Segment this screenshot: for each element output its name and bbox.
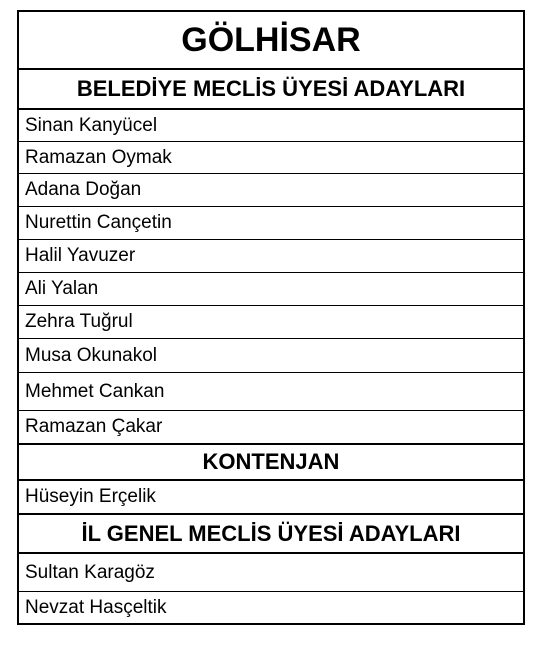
list-item: Halil Yavuzer — [19, 240, 523, 273]
list-item: Hüseyin Erçelik — [19, 481, 523, 515]
list-item: Nevzat Hasçeltik — [25, 596, 167, 618]
list-item: Ali Yalan — [19, 273, 523, 306]
list-item: Nurettin Cançetin — [19, 207, 523, 240]
list-item: Mehmet Cankan — [19, 373, 523, 411]
list-item: Ramazan Oymak — [19, 142, 523, 174]
section-heading-provincial: İL GENEL MECLİS ÜYESİ ADAYLARI — [19, 515, 523, 554]
page-title: GÖLHİSAR — [19, 12, 523, 70]
list-item: Sinan Kanyücel — [19, 110, 523, 142]
list-item: Adana Doğan — [19, 174, 523, 207]
list-item: Musa Okunakol — [19, 339, 523, 373]
list-item: Sultan Karagöz — [19, 554, 523, 592]
section-heading-council: BELEDİYE MECLİS ÜYESİ ADAYLARI — [19, 70, 523, 110]
list-item: Zehra Tuğrul — [19, 306, 523, 339]
section-heading-quota: KONTENJAN — [19, 445, 523, 481]
candidate-list-table — [17, 10, 525, 625]
list-item: Ramazan Çakar — [19, 411, 523, 445]
